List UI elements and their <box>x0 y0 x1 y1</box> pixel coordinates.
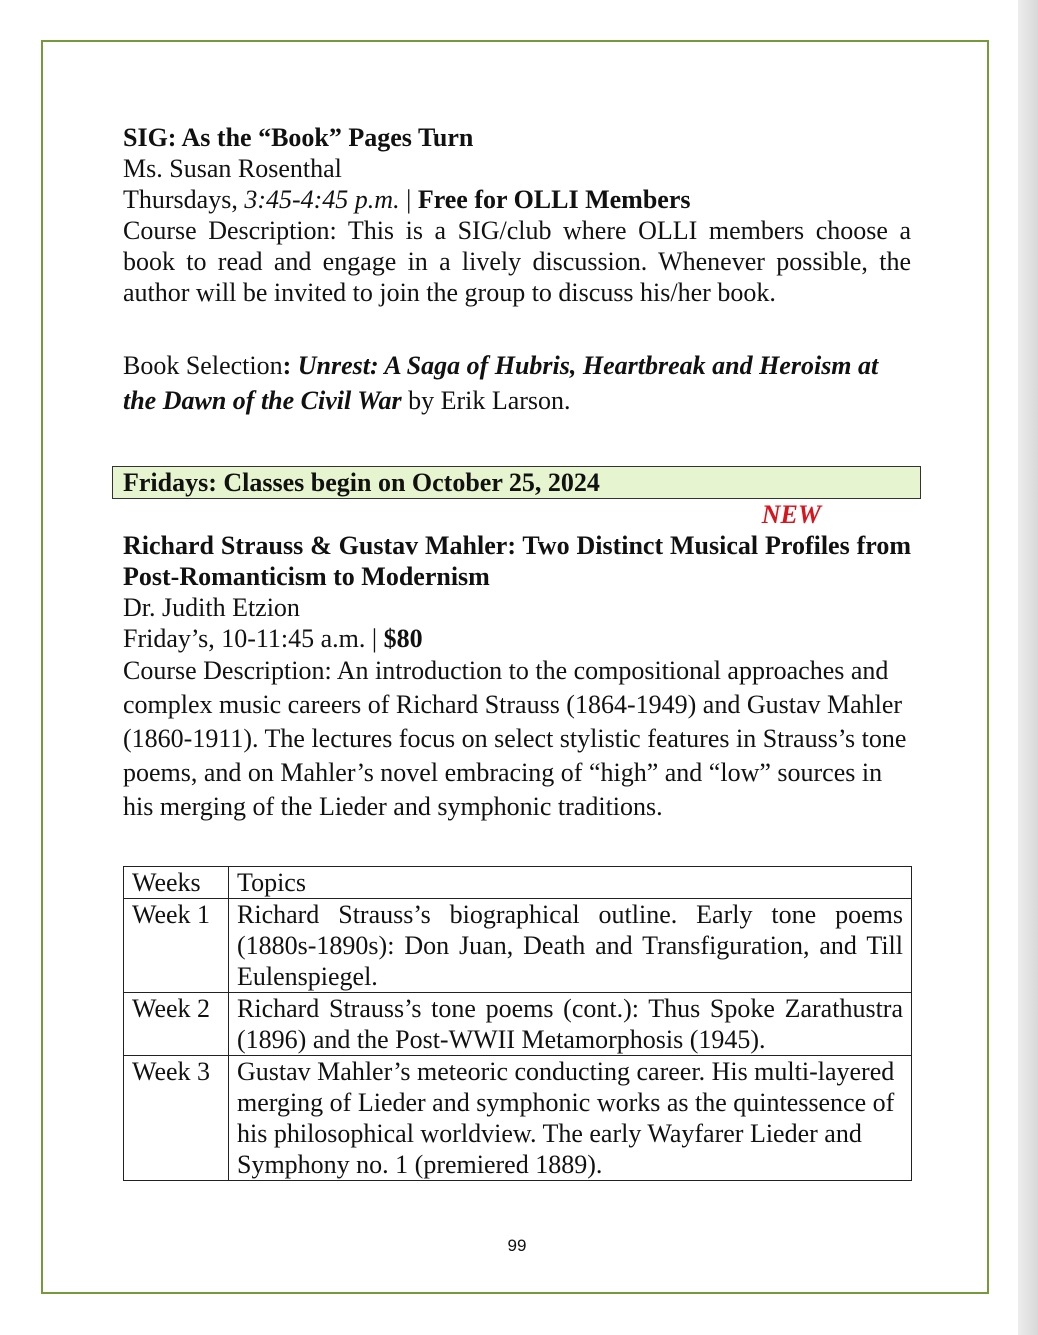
document-page <box>41 40 989 1294</box>
topic-cell: Gustav Mahler’s meteoric conducting career. His multi-layered merging of Lieder and symphonic works as the quintessence of his philosophical worldview. The early Wayfarer Lieder and Symphony no. 1 (premiered 1889). <box>229 1056 912 1181</box>
fridays-section-header: Fridays: Classes begin on October 25, 2024 <box>112 466 921 499</box>
sig-description: Course Description: This is a SIG/club where OLLI members choose a book to read and engage in a lively discussion. Whenever possible, the author will be invited to join the group to discuss his/her book. <box>123 216 911 307</box>
header-weeks: Weeks <box>124 867 229 899</box>
course-title: Richard Strauss & Gustav Mahler: Two Distinct Musical Profiles from Post-Romanticism to Modernism <box>123 531 911 591</box>
page-number: 99 <box>507 1236 527 1255</box>
sig-day: Thursdays <box>123 185 232 214</box>
topic-cell: Richard Strauss’s tone poems (cont.): Thus Spoke Zarathustra (1896) and the Post-WWII Metamorphosis (1945). <box>229 993 912 1056</box>
course-price: $80 <box>383 624 423 653</box>
course-description: Course Description: An introduction to the compositional approaches and complex music careers of Richard Strauss (1864-1949) and Gustav Mahler (1860-1911). The lectures focus on select stylistic features in Strauss’s tone poems, and on Mahler’s novel embracing of “high” and “low” sources in his merging of the Lieder and symphonic traditions. <box>123 656 907 821</box>
week-cell: Week 1 <box>124 899 229 993</box>
course-time: Friday’s, 10-11:45 a.m. <box>123 624 366 653</box>
book-title: Unrest: A Saga of Hubris, Heartbreak and Heroism at the Dawn of the Civil War <box>123 351 879 415</box>
table-row <box>124 993 912 1056</box>
topic-cell: Richard Strauss’s biographical outline. Early tone poems (1880s-1890s): Don Juan, Death and Transfiguration, and Till Eulenspiegel. <box>229 899 912 993</box>
new-badge: NEW <box>761 500 821 529</box>
page-edge-shadow <box>1018 0 1038 1335</box>
table-header-row <box>124 867 912 899</box>
sig-schedule: Thursdays, 3:45-4:45 p.m. | Free for OLLI Members <box>123 185 691 214</box>
weekly-topics-table <box>123 866 912 1181</box>
sig-price: Free for OLLI Members <box>417 185 691 214</box>
course-instructor: Dr. Judith Etzion <box>123 593 300 622</box>
header-topics: Topics <box>229 867 912 899</box>
sig-time: 3:45-4:45 p.m. <box>244 185 400 214</box>
week-cell: Week 2 <box>124 993 229 1056</box>
sig-title: SIG: As the “Book” Pages Turn <box>123 123 474 152</box>
course-schedule: Friday’s, 10-11:45 a.m. | $80 <box>123 624 423 653</box>
book-author: by Erik Larson. <box>408 386 571 415</box>
book-selection: Book Selection: Unrest: A Saga of Hubris, Heartbreak and Heroism at the Dawn of the Civil War by Erik Larson. <box>123 351 879 415</box>
page-content <box>123 122 911 1181</box>
table-row <box>124 1056 912 1181</box>
table-row <box>124 899 912 993</box>
book-selection-label: Book Selection <box>123 351 283 380</box>
week-cell: Week 3 <box>124 1056 229 1181</box>
new-badge-row <box>123 499 911 530</box>
sig-instructor: Ms. Susan Rosenthal <box>123 154 342 183</box>
